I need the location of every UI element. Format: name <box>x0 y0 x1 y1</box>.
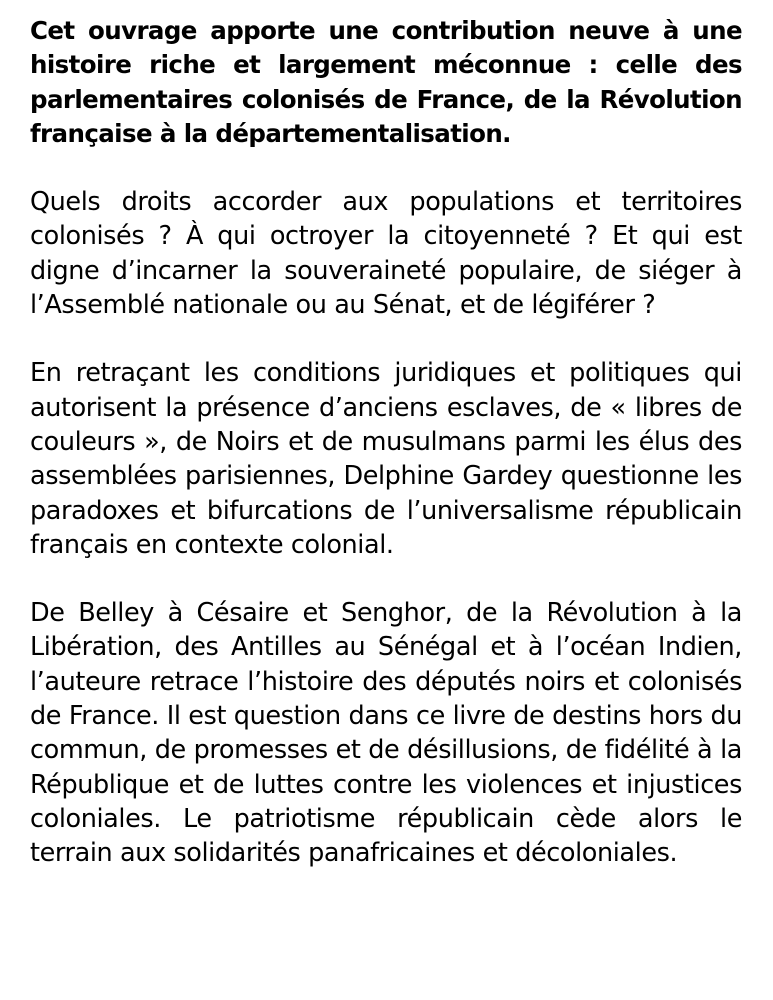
paragraph-spacer <box>30 322 742 356</box>
back-cover-text <box>30 14 742 871</box>
questions-paragraph: Quels droits accorder aux populations et territoires colonisés ? À qui octroyer la citoyenneté ? Et qui est digne d’incarner la souveraineté populaire, de siéger à l’Assemblé nationale ou au Sénat, et de légiférer ? <box>30 187 742 321</box>
history-paragraph: De Belley à Césaire et Senghor, de la Révolution à la Libération, des Antilles au Sénégal et à l’océan Indien, l’auteure retrace l’histoire des députés noirs et colonisés de France. Il est question dans ce livre de destins hors du commun, de promesses et de désillusions, de fidélité à la République et de luttes contre les violences et injustices coloniales. Le patriotisme républicain cède alors le terrain aux solidarités panafricaines et décoloniales. <box>30 598 742 869</box>
paragraph-spacer <box>30 562 742 596</box>
paragraph-spacer <box>30 151 742 185</box>
conditions-paragraph: En retraçant les conditions juridiques et politiques qui autorisent la présence d’anciens esclaves, de « libres de couleurs », de Noirs et de musulmans parmi les élus des assemblées parisiennes, Delphine Gardey questionne les paradoxes et bifurcations de l’universalisme républicain français en contexte colonial. <box>30 358 742 560</box>
lead-paragraph: Cet ouvrage apporte une contribution neuve à une histoire riche et largement méconnue : celle des parlementaires colonisés de France, de la Révolution française à la départementalisation. <box>30 16 742 148</box>
